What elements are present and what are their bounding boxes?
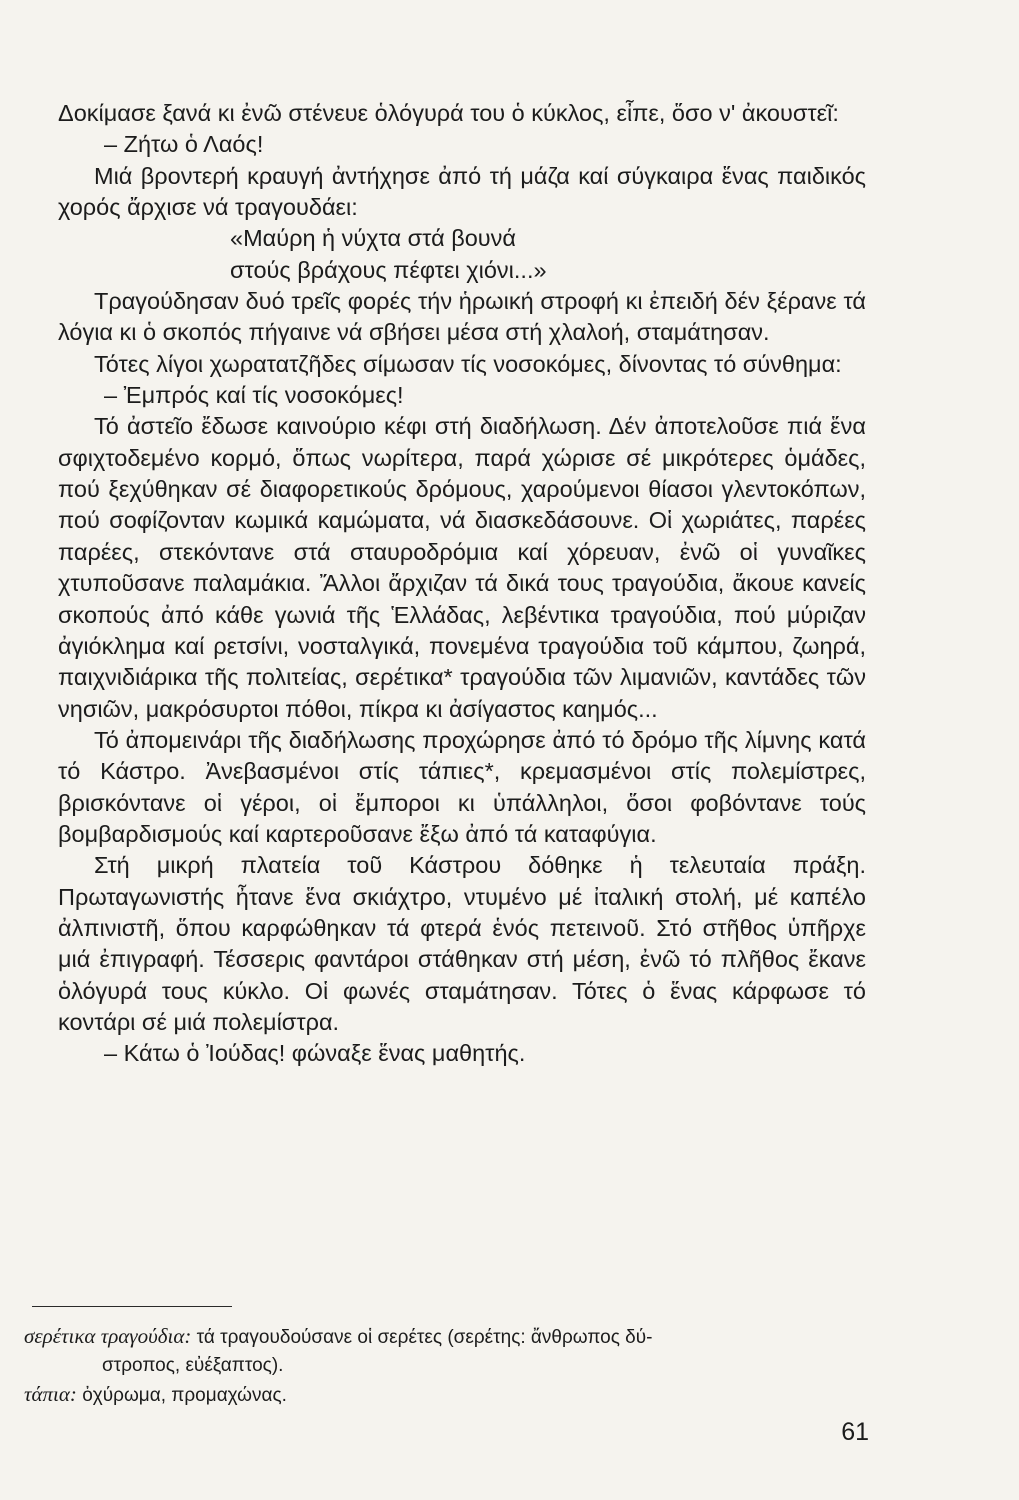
footnote-continuation: στροπος, εὐέξαπτος). [102,1355,284,1376]
dialogue-line: – Κάτω ὁ Ἰούδας! φώναξε ἕνας μαθητής. [104,1040,526,1067]
footnote-term: τάπια: [24,1382,77,1406]
footnote [24,1380,884,1410]
paragraph: Τραγούδησαν δυό τρεῖς φορές τήν ἡρωική στροφή κι ἐπειδή δέν ξέρανε τά λόγια κι ὁ σκοπός πήγαινε νά σβήσει μέσα στή χλαλοή, σταμάτησαν. [58,288,866,346]
dialogue-line: – Ἐμπρός καί τίς νοσοκόμες! [104,382,404,409]
paragraph: Τότες λίγοι χωρατατζῆδες σίμωσαν τίς νοσοκόμες, δίνοντας τό σύνθημα: [94,350,842,377]
dialogue-line: – Ζήτω ὁ Λαός! [104,131,264,158]
footnote-text: τά τραγουδούσανε οἱ σερέτες (σερέτης: ἄνθρωπος δύ- [191,1327,653,1348]
verse-line: στούς βράχους πέφτει χιόνι...» [230,256,547,283]
paragraph: Τό ἀπομεινάρι τῆς διαδήλωσης προχώρησε ἀπό τό δρόμο τῆς λίμνης κατά τό Κάστρο. Ἀνεβασμένοι στίς τάπιες*, κρεμασμένοι στίς πολεμίστρες, βρισκόντανε οἱ γέροι, οἱ ἔμποροι κι ὑπάλληλοι, ὅσοι φοβόντανε τούς βομβαρδισμούς καί καρτεροῦσανε ἔξω ἀπό τά καταφύγια. [58,726,866,847]
paragraph: Μιά βροντερή κραυγή ἀντήχησε ἀπό τή μάζα καί σύγκαιρα ἕνας παιδικός χορός ἄρχισε νά τραγουδάει: [58,162,866,221]
footnote [24,1322,884,1352]
footnote-term: σερέτικα τραγούδια: [24,1324,192,1348]
page-number: 61 [841,1418,869,1446]
verse-line: «Μαύρη ἡ νύχτα στά βουνά [230,225,516,252]
body-text [58,98,866,1070]
paragraph: Στή μικρή πλατεία τοῦ Κάστρου δόθηκε ἡ τελευταία πράξη. Πρωταγωνιστής ἦτανε ἕνα σκιάχτρο, ντυμένο μέ ἰταλική στολή, μέ καπέλο ἀλπινιστῆ, ὅπου καρφώθηκαν τά φτερά ἑνός πετεινοῦ. Στό στῆθος ὑπῆρχε μιά ἐπιγραφή. Τέσσερις φαντάροι στάθηκαν στή μέση, ἐνῶ τό πλῆθος ἔκανε ὁλόγυρά τους κύκλο. Οἱ φωνές σταμάτησαν. Τότες ὁ ἕνας κάρφωσε τό κοντάρι σέ μιά πολεμίστρα. [58,852,866,1035]
footnote-text: ὀχύρωμα, προμαχώνας. [76,1385,287,1406]
paragraph: Δοκίμασε ξανά κι ἐνῶ στένευε ὁλόγυρά του ὁ κύκλος, εἶπε, ὅσο ν' ἀκουστεῖ: [58,100,839,126]
paragraph: Τό ἀστεῖο ἔδωσε καινούριο κέφι στή διαδήλωση. Δέν ἀποτελοῦσε πιά ἕνα σφιχτοδεμένο κορμό, ὅπως νωρίτερα, παρά χώρισε σέ μικρότερες ὁμάδες, πού ξεχύθηκαν σέ διαφορετικούς δρόμους, χαρούμενοι θίασοι γλεντοκόπων, πού σοφίζονταν κωμικά καμώματα, νά διασκεδάσουνε. Οἱ χωριάτες, παρέες παρέες, στεκόντανε στά σταυροδρόμια καί χόρευαν, ἐνῶ οἱ γυναῖκες χτυποῦσανε παλαμάκια. Ἄλλοι ἄρχιζαν τά δικά τους τραγούδια, ἄκουε κανείς σκοπούς ἀπό κάθε γωνιά τῆς Ἑλλάδας, λεβέντικα τραγούδια, πού μύριζαν ἀγιόκλημα καί ρετσίνι, νοσταλγικά, πονεμένα τραγούδια τοῦ κάμπου, ζωηρά, παιχνιδιάρικα τῆς πολιτείας, σερέτικα* τραγούδια τῶν λιμανιῶν, καντάδες τῶν νησιῶν, μακρόσυρτοι πόθοι, πίκρα κι ἀσίγαστος καημός... [58,413,866,722]
footnote-divider [32,1306,232,1307]
footnotes [24,1322,884,1410]
